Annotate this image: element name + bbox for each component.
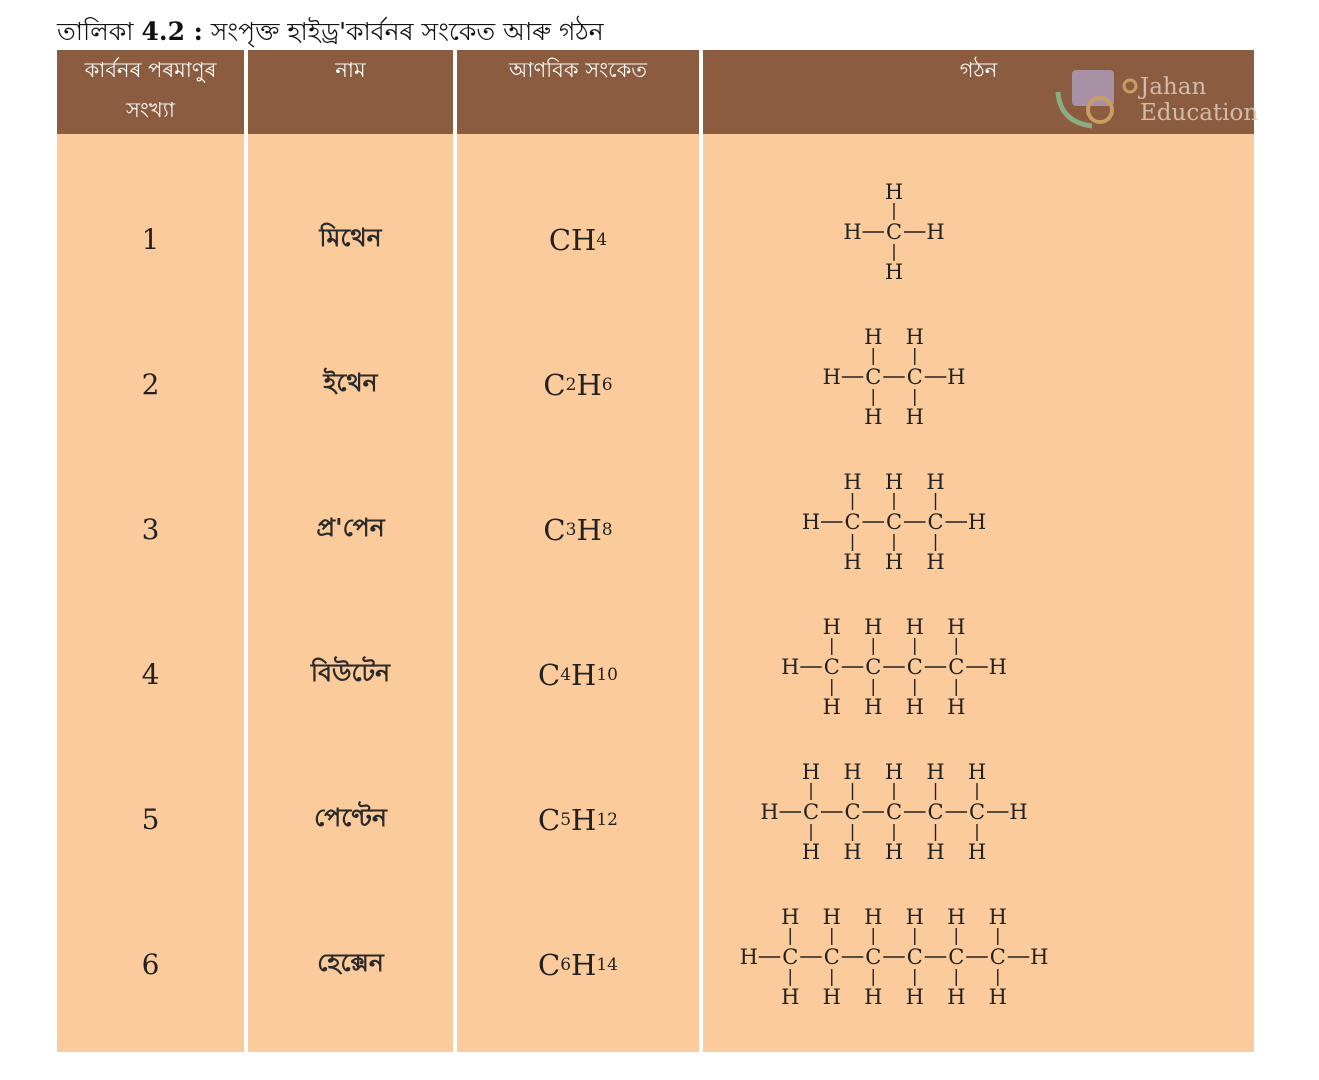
- formula-subscript: 3: [565, 519, 577, 540]
- hydrogen-atom: H: [905, 905, 924, 929]
- carbon-atom: C: [823, 655, 840, 679]
- table-row: [57, 602, 1254, 747]
- watermark: [1052, 52, 1259, 132]
- table-row: [57, 747, 1254, 892]
- structural-formula-cell: [703, 892, 1254, 1037]
- carbon-atom: C: [989, 945, 1006, 969]
- formula-subscript: 5: [560, 809, 572, 830]
- carbon-count-cell: 2: [141, 368, 160, 401]
- formula-subscript: 6: [601, 374, 613, 395]
- carbon-atom: C: [782, 945, 799, 969]
- table-row: [57, 457, 1254, 602]
- hydrogen-atom: H: [781, 655, 800, 679]
- hydrogen-atom: H: [884, 760, 904, 784]
- hydrogen-atom: H: [864, 325, 883, 349]
- hydrogen-atom: H: [926, 550, 945, 574]
- formula-subscript: 12: [596, 809, 618, 830]
- watermark-text: [1140, 74, 1258, 126]
- hydrogen-atom: H: [967, 760, 987, 784]
- hydrogen-atom: H: [884, 470, 904, 494]
- carbon-atom: C: [927, 510, 944, 534]
- compound-name-cell: মিথেন: [319, 223, 382, 252]
- structural-formula-cell: [703, 602, 1254, 747]
- hydrogen-atom: H: [884, 260, 904, 284]
- hydrogen-atom: H: [926, 220, 945, 244]
- hydrogen-atom: H: [926, 470, 945, 494]
- formula-subscript: 14: [596, 954, 618, 975]
- hydrogen-atom: H: [947, 985, 966, 1009]
- structural-formula-cell: [703, 747, 1254, 892]
- hydrogen-atom: H: [905, 615, 924, 639]
- formula-subscript: 2: [565, 374, 577, 395]
- molecular-formula-cell: [457, 457, 699, 602]
- formula-element: H: [571, 222, 597, 257]
- hydrogen-atom: H: [843, 550, 862, 574]
- hydrogen-atom: H: [843, 220, 862, 244]
- carbon-atom: C: [906, 655, 923, 679]
- formula-element: H: [571, 802, 597, 837]
- caption-title: সংপৃক্ত হাইড্ৰ'কাৰ্বনৰ সংকেত আৰু গঠন: [210, 17, 604, 46]
- carbon-atom: C: [844, 800, 861, 824]
- hydrogen-atom: H: [926, 840, 945, 864]
- carbon-atom: C: [968, 800, 986, 824]
- hydrogen-atom: H: [926, 760, 945, 784]
- hydrogen-atom: H: [988, 985, 1007, 1009]
- compound-name-cell: প্ৰ'পেন: [316, 513, 385, 542]
- carbon-atom: C: [906, 945, 923, 969]
- hydrogen-atom: H: [781, 985, 800, 1009]
- hydrogen-atom: H: [1009, 800, 1028, 824]
- table-caption: [57, 12, 604, 55]
- formula-subscript: 8: [601, 519, 613, 540]
- hydrogen-atom: H: [739, 945, 758, 969]
- formula-element: H: [571, 657, 597, 692]
- structural-formula-diagram: [703, 167, 1254, 312]
- watermark-line2: Education: [1140, 100, 1259, 126]
- header-carbon-count: [57, 50, 244, 134]
- watermark-line1: Jahan: [1140, 74, 1207, 100]
- carbon-atom: C: [927, 800, 944, 824]
- hydrogen-atom: H: [864, 615, 883, 639]
- hydrogen-atom: H: [905, 985, 924, 1009]
- hydrogen-atom: H: [905, 405, 924, 429]
- hydrogen-atom: H: [864, 985, 883, 1009]
- header-name-label: নাম: [335, 58, 366, 82]
- formula-subscript: 10: [596, 664, 618, 685]
- hydrogen-atom: H: [760, 800, 779, 824]
- structural-formula-diagram: [703, 892, 1254, 1037]
- formula-subscript: 4: [596, 229, 608, 250]
- hydrogen-atom: H: [843, 470, 862, 494]
- hydrogen-atom: H: [947, 695, 966, 719]
- molecular-formula-cell: [457, 747, 699, 892]
- formula-element: C: [543, 512, 566, 547]
- carbon-atom: C: [865, 655, 882, 679]
- table-row: [57, 312, 1254, 457]
- carbon-atom: C: [885, 800, 903, 824]
- carbon-count-cell: 5: [141, 803, 160, 836]
- watermark-logo-icon: [1052, 52, 1142, 132]
- molecular-formula-cell: [457, 892, 699, 1037]
- hydrogen-atom: H: [884, 840, 904, 864]
- hydrogen-atom: H: [947, 905, 966, 929]
- hydrogen-atom: H: [864, 405, 883, 429]
- carbon-atom: C: [906, 365, 923, 389]
- carbon-atom: C: [865, 945, 882, 969]
- hydrogen-atom: H: [884, 180, 904, 204]
- header-name: [248, 50, 453, 134]
- header-structure-label: গঠন: [959, 58, 998, 82]
- header-carbon-count-line1: কাৰ্বনৰ পৰমাণুৰ: [84, 58, 217, 82]
- carbon-count-cell: 6: [141, 948, 160, 981]
- formula-element: C: [538, 947, 561, 982]
- carbon-count-cell: 3: [141, 513, 160, 546]
- carbon-atom: C: [865, 365, 882, 389]
- formula-element: C: [543, 367, 566, 402]
- hydrogen-atom: H: [822, 985, 841, 1009]
- formula-element: C: [538, 657, 561, 692]
- compound-name-cell: হেক্সেন: [317, 948, 384, 977]
- header-carbon-count-line2: সংখ্যা: [126, 98, 175, 122]
- hydrogen-atom: H: [864, 905, 883, 929]
- hydrogen-atom: H: [822, 615, 841, 639]
- formula-element: H: [571, 947, 597, 982]
- caption-label: তালিকা: [57, 17, 134, 46]
- hydrogen-atom: H: [967, 840, 987, 864]
- carbon-count-cell: 4: [141, 658, 160, 691]
- carbon-atom: C: [802, 800, 820, 824]
- molecular-formula-cell: [457, 312, 699, 457]
- hydrocarbon-table: [57, 50, 1254, 1052]
- carbon-atom: C: [885, 220, 903, 244]
- formula-subscript: 6: [560, 954, 572, 975]
- table-row: [57, 167, 1254, 312]
- formula-element: C: [538, 802, 561, 837]
- hydrogen-atom: H: [967, 510, 987, 534]
- hydrogen-atom: H: [947, 365, 966, 389]
- structural-formula-diagram: [703, 312, 1254, 457]
- hydrogen-atom: H: [988, 905, 1007, 929]
- carbon-atom: C: [948, 655, 965, 679]
- hydrogen-atom: H: [843, 840, 862, 864]
- compound-name-cell: ইথেন: [323, 368, 378, 397]
- compound-name-cell: পেণ্টেন: [314, 803, 387, 832]
- formula-subscript: 4: [560, 664, 572, 685]
- hydrogen-atom: H: [864, 695, 883, 719]
- molecular-formula-cell: [457, 602, 699, 747]
- formula-element: C: [548, 222, 572, 257]
- carbon-atom: C: [823, 945, 840, 969]
- molecular-formula-cell: [457, 167, 699, 312]
- hydrogen-atom: H: [822, 365, 841, 389]
- carbon-atom: C: [885, 510, 903, 534]
- compound-name-cell: বিউটেন: [310, 658, 391, 687]
- hydrogen-atom: H: [801, 840, 821, 864]
- hydrogen-atom: H: [988, 655, 1007, 679]
- structural-formula-cell: [703, 167, 1254, 312]
- carbon-count-cell: 1: [141, 223, 160, 256]
- hydrogen-atom: H: [822, 905, 841, 929]
- hydrogen-atom: H: [801, 760, 821, 784]
- header-molecular-formula: [457, 50, 699, 134]
- structural-formula-diagram: [703, 602, 1254, 747]
- hydrogen-atom: H: [801, 510, 821, 534]
- carbon-atom: C: [844, 510, 861, 534]
- structural-formula-diagram: [703, 747, 1254, 892]
- caption-number: 4.2 :: [141, 17, 203, 46]
- table-row: [57, 892, 1254, 1037]
- hydrogen-atom: H: [781, 905, 800, 929]
- hydrogen-atom: H: [947, 615, 966, 639]
- hydrogen-atom: H: [905, 325, 924, 349]
- structural-formula-cell: [703, 312, 1254, 457]
- formula-element: H: [576, 512, 602, 547]
- structural-formula-cell: [703, 457, 1254, 602]
- hydrogen-atom: H: [905, 695, 924, 719]
- structural-formula-diagram: [703, 457, 1254, 602]
- carbon-atom: C: [948, 945, 965, 969]
- formula-element: H: [576, 367, 602, 402]
- hydrogen-atom: H: [1030, 945, 1049, 969]
- hydrogen-atom: H: [822, 695, 841, 719]
- hydrogen-atom: H: [843, 760, 862, 784]
- hydrogen-atom: H: [884, 550, 904, 574]
- header-formula-label: আণবিক সংকেত: [508, 58, 648, 82]
